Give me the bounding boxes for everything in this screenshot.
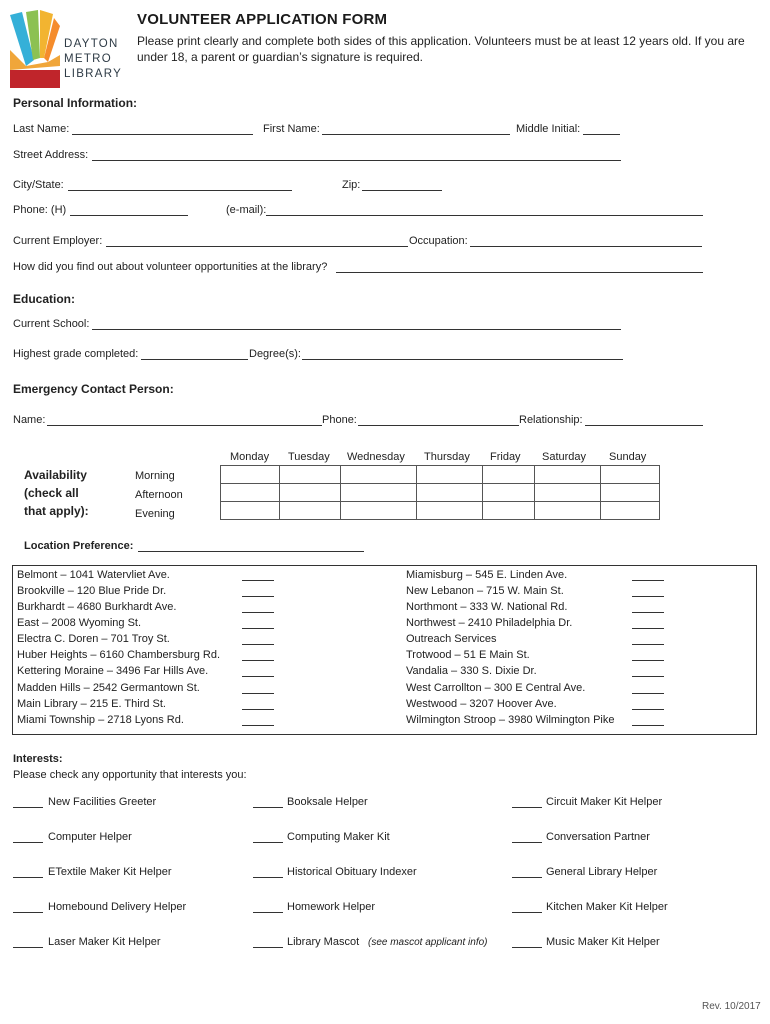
checkbox-cell[interactable] [483,502,535,520]
location-blank[interactable] [242,612,274,613]
location-heading: Location Preference: [24,540,134,552]
location-item: Madden Hills – 2542 Germantown St. [17,682,200,694]
email-field[interactable] [266,215,703,216]
interest-blank[interactable] [253,912,283,913]
time-afternoon: Afternoon [135,489,183,501]
interest-item: Booksale Helper [287,796,368,808]
location-blank[interactable] [632,693,664,694]
degree-field[interactable] [302,359,623,360]
logo-line-2: METRO [64,53,113,65]
city-state-label: City/State: [13,179,64,191]
location-blank[interactable] [632,709,664,710]
phone-label: Phone: (H) [13,204,67,216]
day-thursday: Thursday [424,451,470,463]
location-blank[interactable] [632,628,664,629]
interests-subheading: Please check any opportunity that interests you: [13,769,247,781]
last-name-label: Last Name: [13,123,70,135]
intro-text: Please print clearly and complete both sides of this application. Volunteers must be at least 12 years old. If you are under 18, a parent or guardian’s signature is required. [137,34,745,64]
logo-line-3: LIBRARY [64,68,123,80]
interest-blank[interactable] [13,842,43,843]
emergency-phone-field[interactable] [358,425,519,426]
interest-item: Library Mascot [287,936,360,948]
location-item: Trotwood – 51 E Main St. [406,649,530,661]
location-item: Miami Township – 2718 Lyons Rd. [17,714,184,726]
location-item: Belmont – 1041 Watervliet Ave. [17,569,170,581]
library-logo-icon [10,10,60,90]
checkbox-cell[interactable] [417,502,483,520]
checkbox-cell[interactable] [601,484,660,502]
location-blank[interactable] [242,693,274,694]
checkbox-cell[interactable] [221,502,280,520]
logo-text [64,37,122,82]
location-item: Burkhardt – 4680 Burkhardt Ave. [17,601,177,613]
zip-label: Zip: [342,179,361,191]
checkbox-cell[interactable] [535,484,601,502]
interest-item: Kitchen Maker Kit Helper [546,901,668,913]
checkbox-cell[interactable] [483,466,535,484]
interest-blank[interactable] [253,877,283,878]
location-blank[interactable] [632,612,664,613]
location-item: Brookville – 120 Blue Pride Dr. [17,585,167,597]
checkbox-cell[interactable] [483,484,535,502]
how-found-field[interactable] [336,272,703,273]
emergency-phone-label: Phone: [322,414,357,426]
availability-row-evening [221,502,660,520]
middle-initial-label: Middle Initial: [516,123,581,135]
checkbox-cell[interactable] [601,502,660,520]
location-blank[interactable] [242,596,274,597]
interest-item: Conversation Partner [546,831,650,843]
first-name-label: First Name: [263,123,320,135]
day-friday: Friday [490,451,521,463]
interest-blank[interactable] [512,947,542,948]
location-blank[interactable] [242,644,274,645]
interest-blank[interactable] [13,877,43,878]
interest-item: ETextile Maker Kit Helper [48,866,172,878]
interest-item: Homebound Delivery Helper [48,901,187,913]
location-blank[interactable] [242,628,274,629]
interest-item: Music Maker Kit Helper [546,936,660,948]
zip-field[interactable] [362,190,442,191]
interest-blank[interactable] [512,842,542,843]
availability-label [24,466,89,520]
location-preference-field[interactable] [138,551,364,552]
last-name-field[interactable] [72,134,253,135]
location-item: Northwest – 2410 Philadelphia Dr. [406,617,573,629]
education-heading: Education: [13,292,75,306]
availability-row-morning [221,466,660,484]
day-saturday: Saturday [542,451,587,463]
city-state-field[interactable] [68,190,292,191]
street-field[interactable] [92,160,621,161]
occupation-label: Occupation: [409,235,468,247]
checkbox-cell[interactable] [221,484,280,502]
mascot-note: (see mascot applicant info) [368,937,488,948]
time-morning: Morning [135,470,175,482]
checkbox-cell[interactable] [535,466,601,484]
logo-line-1: DAYTON [64,38,119,50]
location-item: New Lebanon – 715 W. Main St. [406,585,564,597]
interest-item: General Library Helper [546,866,658,878]
availability-row-afternoon [221,484,660,502]
location-blank[interactable] [632,580,664,581]
checkbox-cell[interactable] [535,502,601,520]
interest-blank[interactable] [13,807,43,808]
checkbox-cell[interactable] [341,466,417,484]
employer-field[interactable] [106,246,408,247]
day-monday: Monday [230,451,270,463]
street-label: Street Address: [13,149,89,161]
checkbox-cell[interactable] [280,466,341,484]
location-item: Westwood – 3207 Hoover Ave. [406,698,557,710]
availability-label-line2: (check all [24,486,79,500]
interest-blank[interactable] [13,947,43,948]
location-item: Kettering Moraine – 3496 Far Hills Ave. [17,665,209,677]
location-blank[interactable] [242,580,274,581]
location-blank[interactable] [632,725,664,726]
grade-field[interactable] [141,359,248,360]
interests-heading: Interests: [13,753,63,765]
location-blank[interactable] [632,596,664,597]
checkbox-cell[interactable] [221,466,280,484]
location-item: Main Library – 215 E. Third St. [17,698,166,710]
location-item: Vandalia – 330 S. Dixie Dr. [406,665,537,677]
email-label: (e-mail): [226,204,267,216]
location-item: Northmont – 333 W. National Rd. [406,601,568,613]
checkbox-cell[interactable] [341,502,417,520]
interest-item: Computing Maker Kit [287,831,390,843]
interest-item: Homework Helper [287,901,376,913]
availability-grid [220,465,660,520]
interest-blank[interactable] [512,877,542,878]
location-blank[interactable] [242,709,274,710]
checkbox-cell[interactable] [417,484,483,502]
day-tuesday: Tuesday [288,451,330,463]
phone-field[interactable] [70,215,188,216]
location-blank[interactable] [242,725,274,726]
first-name-field[interactable] [322,134,510,135]
location-item: Huber Heights – 6160 Chambersburg Rd. [17,649,221,661]
school-label: Current School: [13,318,90,330]
grade-label: Highest grade completed: [13,348,139,360]
interest-item: Circuit Maker Kit Helper [546,796,663,808]
time-evening: Evening [135,508,175,520]
location-blank[interactable] [632,660,664,661]
form-title: VOLUNTEER APPLICATION FORM [137,11,388,28]
checkbox-cell[interactable] [280,484,341,502]
interest-item: Laser Maker Kit Helper [48,936,161,948]
interest-blank[interactable] [512,807,542,808]
middle-initial-field[interactable] [583,134,620,135]
how-found-label: How did you find out about volunteer opportunities at the library? [13,261,328,273]
relationship-label: Relationship: [519,414,583,426]
interest-item: New Facilities Greeter [48,796,157,808]
checkbox-cell[interactable] [417,466,483,484]
emergency-name-label: Name: [13,414,46,426]
interest-blank[interactable] [253,807,283,808]
location-item: Wilmington Stroop – 3980 Wilmington Pike [406,714,615,726]
relationship-field[interactable] [585,425,703,426]
interest-blank[interactable] [512,912,542,913]
day-wednesday: Wednesday [347,451,405,463]
location-item: West Carrollton – 300 E Central Ave. [406,682,586,694]
interest-item: Historical Obituary Indexer [287,866,417,878]
checkbox-cell[interactable] [341,484,417,502]
employer-label: Current Employer: [13,235,103,247]
location-item: Electra C. Doren – 701 Troy St. [17,633,170,645]
day-sunday: Sunday [609,451,647,463]
emergency-heading: Emergency Contact Person: [13,382,174,396]
location-item: Miamisburg – 545 E. Linden Ave. [406,569,568,581]
interest-blank[interactable] [253,842,283,843]
location-blank[interactable] [632,644,664,645]
location-blank[interactable] [632,676,664,677]
availability-label-line1: Availability [24,468,87,482]
interest-blank[interactable] [13,912,43,913]
checkbox-cell[interactable] [280,502,341,520]
emergency-name-field[interactable] [47,425,322,426]
checkbox-cell[interactable] [601,466,660,484]
availability-label-line3: that apply): [24,504,89,518]
revision-label: Rev. 10/2017 [702,1001,761,1012]
interest-item: Computer Helper [48,831,132,843]
location-item: East – 2008 Wyoming St. [17,617,142,629]
location-item: Outreach Services [406,633,497,645]
interest-blank[interactable] [253,947,283,948]
degree-label: Degree(s): [249,348,301,360]
personal-heading: Personal Information: [13,96,138,110]
occupation-field[interactable] [470,246,702,247]
location-blank[interactable] [242,660,274,661]
school-field[interactable] [92,329,621,330]
location-blank[interactable] [242,676,274,677]
